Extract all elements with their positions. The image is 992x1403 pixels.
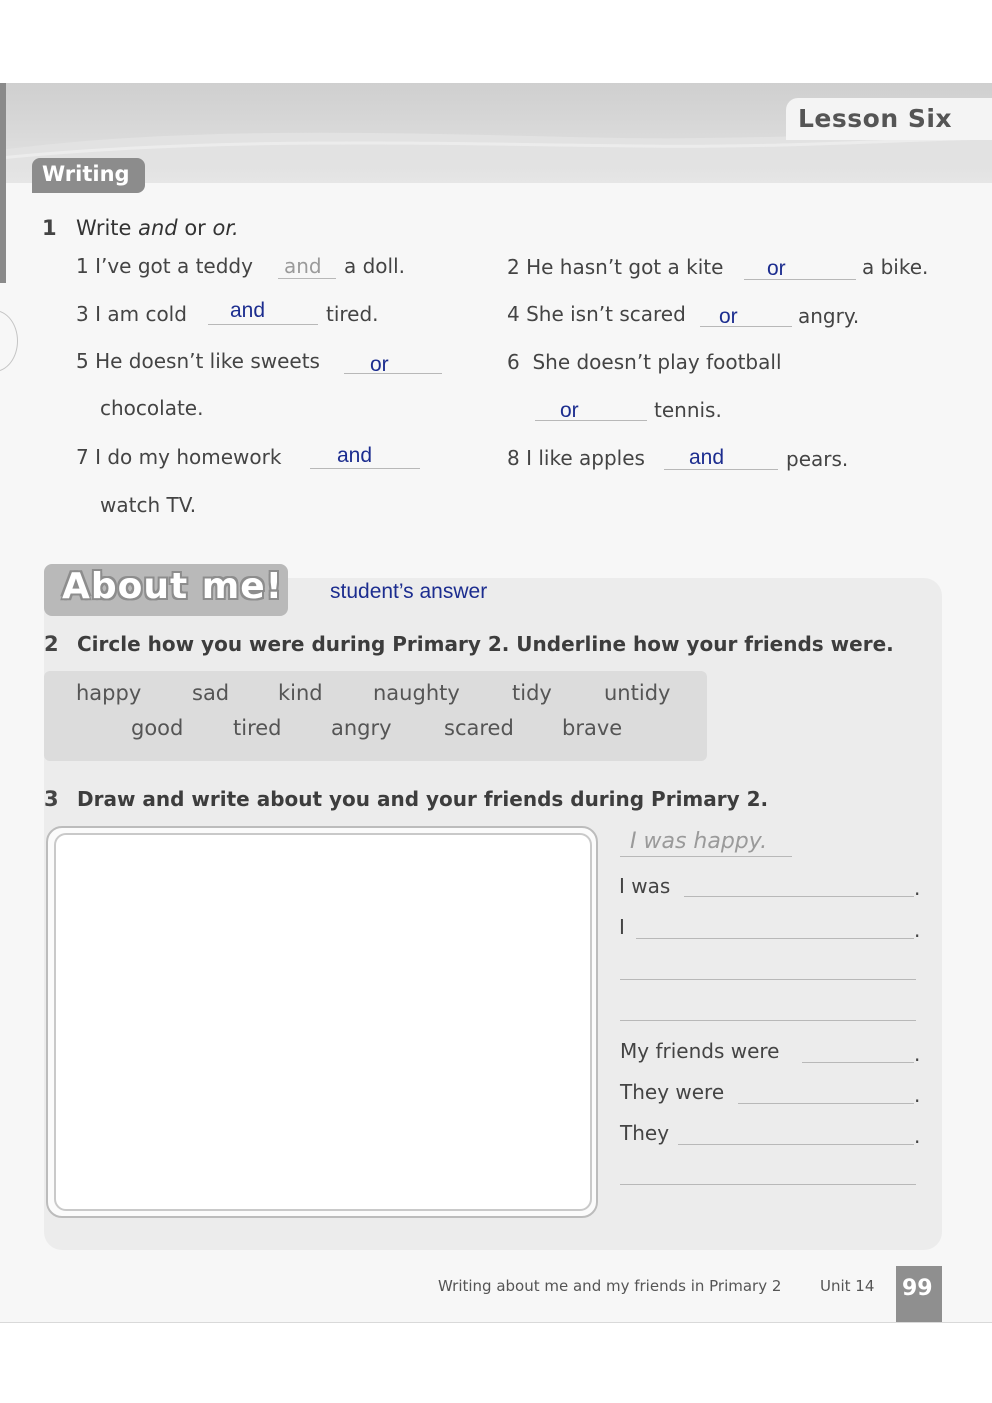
item-1-blank[interactable]	[278, 278, 336, 279]
write-line-1-prompt: I was	[619, 874, 671, 898]
item-1-end: a doll.	[344, 254, 406, 278]
exercise-3-number: 3	[44, 787, 59, 811]
item-1-answer: and	[284, 254, 322, 278]
item-5-answer: or	[370, 353, 389, 376]
exercise-3-title: Draw and write about you and your friends during Primary 2.	[77, 787, 769, 811]
write-line-7-period: .	[914, 1124, 921, 1148]
write-line-5[interactable]	[802, 1062, 914, 1063]
word-naughty[interactable]: naughty	[373, 681, 460, 705]
write-line-4[interactable]	[620, 1020, 916, 1021]
item-3-end: tired.	[326, 302, 379, 326]
binding-edge	[0, 83, 6, 283]
word-sad[interactable]: sad	[192, 681, 230, 705]
word-scared[interactable]: scared	[444, 716, 514, 740]
item-5-text: 5 He doesn’t like sweets	[76, 349, 320, 373]
word-good[interactable]: good	[131, 716, 184, 740]
drawing-area[interactable]	[54, 833, 592, 1211]
student-answer-note: student’s answer	[330, 580, 488, 603]
write-line-2-period: .	[914, 918, 921, 942]
write-line-7[interactable]	[678, 1144, 914, 1145]
write-line-2[interactable]	[636, 938, 914, 939]
page-number: 99	[902, 1276, 933, 1301]
lesson-title: Lesson Six	[798, 104, 953, 133]
page-bottom-edge	[0, 1322, 992, 1323]
word-untidy[interactable]: untidy	[604, 681, 671, 705]
item-8-end: pears.	[786, 447, 849, 471]
item-2-answer: or	[767, 257, 786, 280]
item-7-end: watch TV.	[100, 493, 197, 517]
example-sentence: I was happy.	[630, 829, 768, 854]
word-tired[interactable]: tired	[233, 716, 282, 740]
write-line-1[interactable]	[684, 896, 914, 897]
write-line-7-prompt: They	[620, 1121, 670, 1145]
about-me-title: About me!	[62, 566, 284, 607]
write-line-6-prompt: They were	[620, 1080, 725, 1104]
footer-caption: Writing about me and my friends in Primary 2	[438, 1277, 782, 1295]
word-kind[interactable]: kind	[278, 681, 323, 705]
write-line-5-period: .	[914, 1042, 921, 1066]
word-happy[interactable]: happy	[76, 681, 142, 705]
write-line-2-prompt: I	[619, 915, 625, 939]
word-angry[interactable]: angry	[331, 716, 392, 740]
exercise-2-number: 2	[44, 632, 59, 656]
exercise-2-title: Circle how you were during Primary 2. Underline how your friends were.	[77, 632, 894, 656]
item-4-text: 4 She isn’t scared	[507, 302, 686, 326]
item-7-blank[interactable]	[310, 468, 420, 469]
item-4-end: angry.	[798, 304, 860, 328]
item-5-end: chocolate.	[100, 396, 204, 420]
item-7-text: 7 I do my homework	[76, 445, 282, 469]
item-2-blank[interactable]	[744, 279, 856, 280]
item-1-text: 1 I’ve got a teddy	[76, 254, 253, 278]
write-line-1-period: .	[914, 876, 921, 900]
example-line	[620, 856, 792, 857]
item-6-text: 6 She doesn’t play football	[507, 350, 782, 374]
write-line-8[interactable]	[620, 1184, 916, 1185]
item-5-blank[interactable]	[344, 373, 442, 374]
item-2-end: a bike.	[862, 255, 929, 279]
item-4-answer: or	[719, 305, 738, 328]
item-3-text: 3 I am cold	[76, 302, 187, 326]
exercise-1-number: 1	[42, 216, 57, 240]
write-line-6[interactable]	[738, 1103, 914, 1104]
item-6-blank[interactable]	[535, 420, 647, 421]
item-8-text: 8 I like apples	[507, 446, 645, 470]
word-brave[interactable]: brave	[562, 716, 623, 740]
write-line-6-period: .	[914, 1083, 921, 1107]
write-line-5-prompt: My friends were	[620, 1039, 780, 1063]
item-7-answer: and	[337, 444, 373, 467]
item-3-blank[interactable]	[208, 324, 318, 325]
item-2-text: 2 He hasn’t got a kite	[507, 255, 724, 279]
writing-label: Writing	[42, 162, 130, 186]
exercise-1-title: Write and or or.	[76, 216, 239, 240]
write-line-3[interactable]	[620, 979, 916, 980]
item-6-answer: or	[560, 399, 579, 422]
footer-unit: Unit 14	[820, 1277, 875, 1295]
item-6-end: tennis.	[654, 398, 722, 422]
item-8-answer: and	[689, 446, 725, 469]
item-3-answer: and	[230, 299, 266, 322]
word-tidy[interactable]: tidy	[512, 681, 552, 705]
item-4-blank[interactable]	[700, 326, 792, 327]
